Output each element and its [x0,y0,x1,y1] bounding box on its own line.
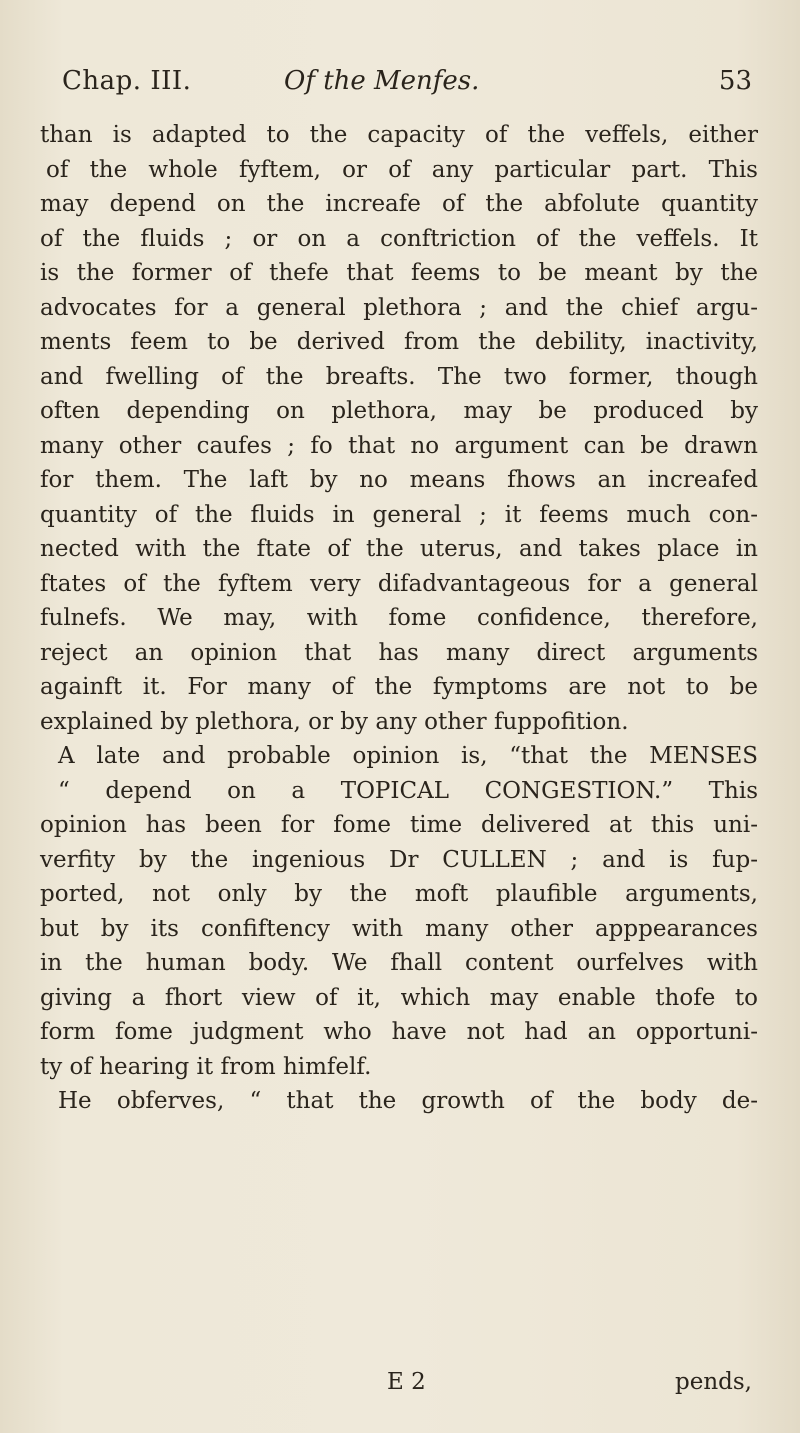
text-line: form fome judgment who have not had an opportuni- [40,1019,758,1045]
text-line: is the former of thefe that feems to be meant by the [40,260,758,286]
text-line: may depend on the increafe of the abfolute quantity [40,191,758,217]
chapter-label: Chap. III. [62,66,192,96]
text-line: than is adapted to the capacity of the veffels, either [40,122,758,148]
text-line: ftates of the fyftem very difadvantageous for a general [40,570,758,597]
page-number: 53 [718,66,752,96]
text-line: but by its confiftency with many other apppearances [40,915,758,942]
text-line: opinion has been for fome time delivered at this uni- [40,812,758,838]
running-header [62,66,752,116]
text-line: in the human body. We fhall content ourfelves with [40,950,758,976]
text-line: explained by plethora, or by any other fuppofition. [40,708,629,735]
text-line: advocates for a general plethora ; and the chief argu- [40,294,758,321]
text-line: often depending on plethora, may be produced by [40,398,758,424]
running-title: Of the Menfes. [284,66,480,96]
text-line: verfity by the ingenious Dr CULLEN ; and is fup- [40,846,758,873]
text-line: A late and probable opinion is, “that the MENSES [58,743,758,769]
text-line: fulnefs. We may, with fome confidence, therefore, [40,605,758,631]
text-line: giving a fhort view of it, which may enable thofe to [40,984,758,1011]
body-text [40,118,758,1119]
signature-mark: E 2 [387,1369,426,1395]
text-line: nected with the ftate of the uterus, and takes place in [40,536,758,562]
text-line: ments feem to be derived from the debility, inactivity, [40,329,758,355]
text-line: ported, not only by the moft plaufible arguments, [40,881,758,907]
text-line: and fwelling of the breafts. The two former, though [40,363,758,390]
text-line: againft it. For many of the fymptoms are not to be [40,674,758,700]
text-line: of the fluids ; or on a conftriction of the veffels. It [40,225,758,252]
text-line: “ depend on a TOPICAL CONGESTION.” This [58,777,758,804]
text-line: for them. The laft by no means fhows an increafed [40,467,758,493]
text-line: many other caufes ; fo that no argument can be drawn [40,432,758,459]
catchword: pends, [675,1369,752,1395]
text-line: He obferves, “ that the growth of the body de- [58,1088,758,1114]
text-line: quantity of the fluids in general ; it feems much con- [40,501,758,528]
text-line: reject an opinion that has many direct arguments [40,639,758,666]
text-line: ty of hearing it from himfelf. [40,1053,372,1080]
text-line: of the whole fyftem, or of any particular part. This [46,156,758,183]
